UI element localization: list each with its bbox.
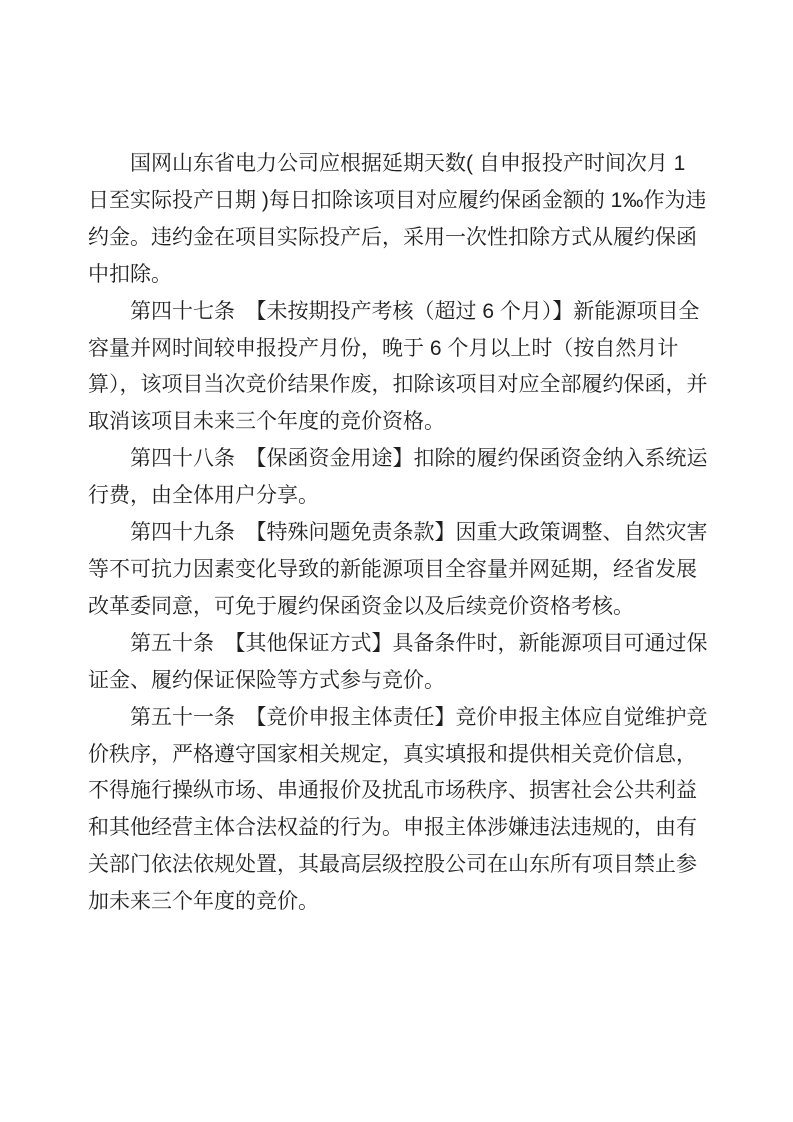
paragraph-article-50: 第五十条 【其他保证方式】具备条件时，新能源项目可通过保证金、履约保证保险等方式参与竞价。	[88, 631, 708, 692]
paragraph-article-47: 第四十七条 【未按期投产考核（超过 6 个月）】新能源项目全容量并网时间较申报投产月份，晚于 6 个月以上时（按自然月计算），该项目当次竞价结果作废，扣除该项目对应全部履约保函，并取消该项目未来三个年度的竞价资格。	[88, 299, 708, 434]
document-text-block	[88, 146, 708, 921]
paragraph-article-48: 第四十八条 【保函资金用途】扣除的履约保函资金纳入系统运行费，由全体用户分享。	[88, 447, 708, 508]
paragraph-article-51: 第五十一条 【竞价申报主体责任】竞价申报主体应自觉维护竞价秩序，严格遵守国家相关规定，真实填报和提供相关竞价信息，不得施行操纵市场、串通报价及扰乱市场秩序、损害社会公共利益和其他经营主体合法权益的行为。申报主体涉嫌违法违规的，由有关部门依法依规处置，其最高层级控股公司在山东所有项目禁止参加未来三个年度的竞价。	[88, 705, 708, 914]
paragraph-article-49: 第四十九条 【特殊问题免责条款】因重大政策调整、自然灾害等不可抗力因素变化导致的新能源项目全容量并网延期，经省发展改革委同意，可免于履约保函资金以及后续竞价资格考核。	[88, 521, 708, 618]
paragraph-delay-penalty: 国网山东省电力公司应根据延期天数( 自申报投产时间次月 1 日至实际投产日期 )每日扣除该项目对应履约保函金额的 1‰作为违约金。违约金在项目实际投产后，采用一次性扣除方式从履约保函中扣除。	[88, 152, 707, 286]
